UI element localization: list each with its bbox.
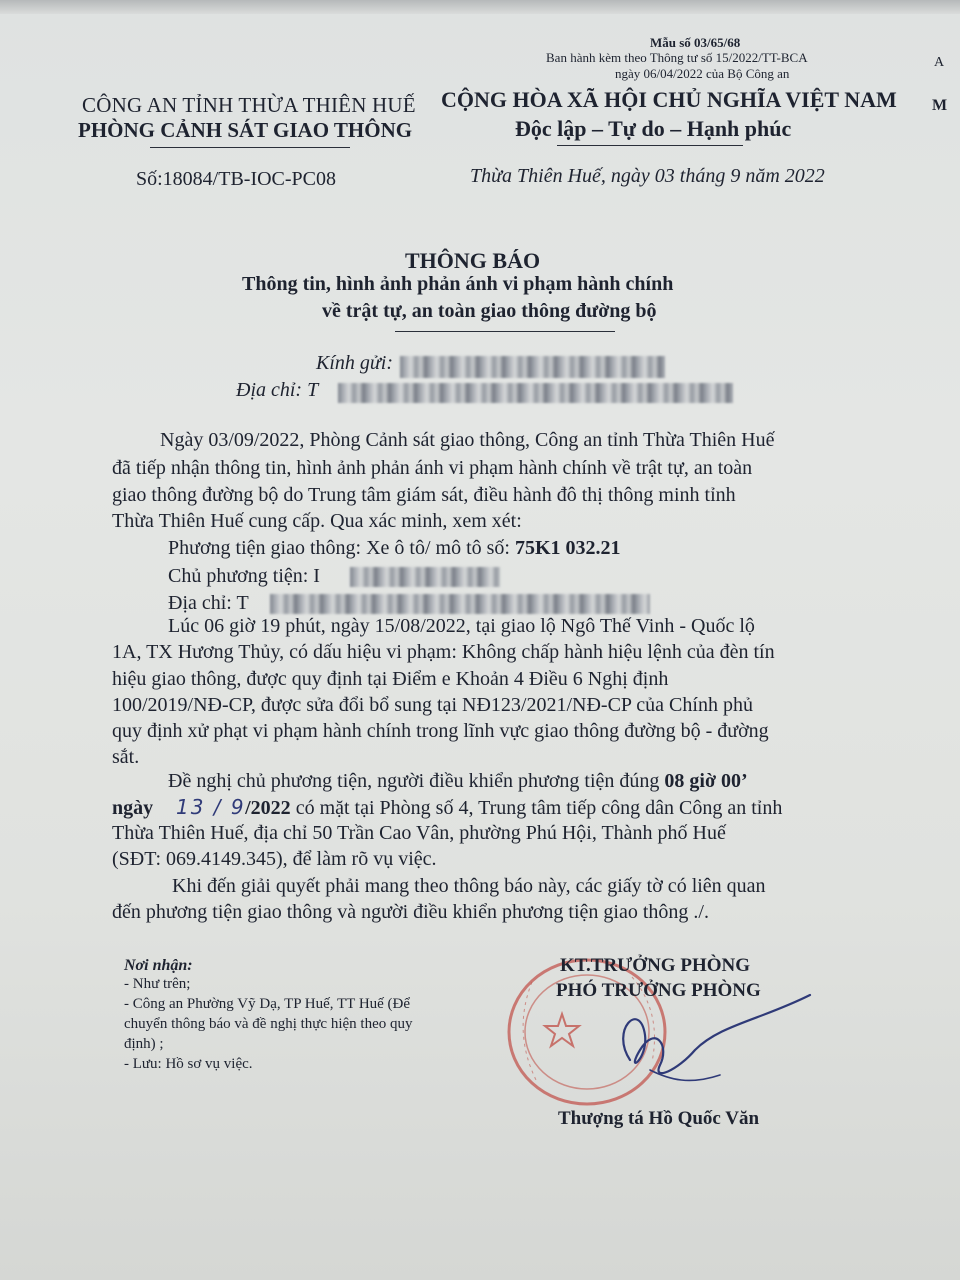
subtitle-underline (395, 331, 615, 332)
violation-line-1: Lúc 06 giờ 19 phút, ngày 15/08/2022, tại giao lộ Ngô Thế Vinh - Quốc lộ (168, 615, 755, 637)
request-line-4: (SĐT: 069.4149.345), để làm rõ vụ việc. (112, 848, 437, 870)
vehicle-line (168, 537, 621, 560)
handwritten-signature (600, 990, 820, 1100)
appointment-year: /2022 (245, 797, 291, 819)
nation-heading: CỘNG HÒA XÃ HỘI CHỦ NGHĨA VIỆT NAM (441, 87, 897, 112)
edge-fragment-a: A (934, 55, 945, 70)
form-note-circular: Ban hành kèm theo Thông tư số 15/2022/TT-BCA (546, 50, 808, 65)
violation-line-3: hiệu giao thông, được quy định tại Điểm e Khoản 4 Điều 6 Nghị định (112, 668, 669, 690)
signer-role-2: PHÓ TRƯỞNG PHÒNG (556, 980, 761, 1001)
request-line-1 (168, 770, 748, 793)
motto-underline (557, 145, 743, 146)
paragraph-1-line-2: đã tiếp nhận thông tin, hình ảnh phản ánh vi phạm hành chính về trật tự, an toàn (112, 457, 753, 479)
document-title: THÔNG BÁO (405, 248, 541, 273)
form-note-date: ngày 06/04/2022 của Bộ Công an (615, 66, 790, 81)
instruction-line-2: đến phương tiện giao thông và người điều khiển phương tiện giao thông ./. (112, 901, 709, 923)
signer-name: Thượng tá Hồ Quốc Văn (558, 1108, 760, 1129)
redacted-recipient-name (400, 356, 665, 378)
receiver-item: - Như trên; (124, 976, 191, 992)
instruction-line-1: Khi đến giải quyết phải mang theo thông báo này, các giấy tờ có liên quan (172, 875, 766, 897)
receiver-item: chuyển thông báo và đề nghị thực hiện theo quy (124, 1016, 413, 1032)
agency-name: PHÒNG CẢNH SÁT GIAO THÔNG (78, 118, 413, 142)
paragraph-1-line-4: Thừa Thiên Huế cung cấp. Qua xác minh, xem xét: (112, 510, 522, 532)
agency-parent: CÔNG AN TỈNH THỪA THIÊN HUẾ (82, 93, 416, 117)
date-label: ngày (112, 797, 154, 819)
vehicle-label: Phương tiện giao thông: Xe ô tô/ mô tô số: (168, 537, 515, 559)
signer-role-1: KT.TRƯỞNG PHÒNG (560, 955, 750, 976)
vehicle-plate: 75K1 032.21 (514, 537, 621, 559)
violation-line-5: quy định xử phạt vi phạm hành chính trong lĩnh vực giao thông đường bộ - đường (112, 720, 769, 742)
recipient-label: Kính gửi: (316, 352, 394, 374)
receiver-item: định) ; (124, 1036, 164, 1052)
paragraph-1-line-3: giao thông đường bộ do Trung tâm giám sát, điều hành đô thị thông minh tỉnh (112, 484, 736, 506)
recipient-address-label: Địa chỉ: T (236, 379, 319, 401)
appointment-time: 08 giờ 00’ (664, 770, 748, 792)
receiver-item: - Lưu: Hồ sơ vụ việc. (124, 1056, 253, 1072)
agency-underline (150, 147, 350, 148)
place-date: Thừa Thiên Huế, ngày 03 tháng 9 năm 2022 (470, 165, 825, 187)
request-text: Đề nghị chủ phương tiện, người điều khiển phương tiện đúng (168, 770, 665, 792)
redacted-owner-name (350, 567, 500, 587)
receivers-title: Nơi nhận: (124, 957, 193, 974)
violation-line-6: sắt. (112, 746, 140, 768)
receiver-item: - Công an Phường Vỹ Dạ, TP Huế, TT Huế (Để (124, 996, 411, 1012)
edge-fragment-m: M (932, 97, 948, 114)
request-location: có mặt tại Phòng số 4, Trung tâm tiếp công dân Công an tỉnh (290, 797, 783, 819)
top-fold-shadow (0, 0, 960, 14)
request-line-3: Thừa Thiên Huế, địa chỉ 50 Trần Cao Vân, phường Phú Hội, Thành phố Huế (112, 822, 726, 844)
owner-label: Chủ phương tiện: I (168, 565, 320, 587)
document-number: Số:18084/TB-IOC-PC08 (136, 168, 337, 190)
document-subtitle-1: Thông tin, hình ảnh phản ánh vi phạm hành chính (242, 273, 674, 295)
form-number: Mẫu số 03/65/68 (650, 35, 741, 50)
document-subtitle-2: về trật tự, an toàn giao thông đường bộ (322, 300, 657, 322)
motto: Độc lập – Tự do – Hạnh phúc (515, 116, 792, 141)
handwritten-date: 13 / 9 (176, 795, 246, 819)
violation-line-2: 1A, TX Hương Thủy, có dấu hiệu vi phạm: Không chấp hành hiệu lệnh của đèn tín (112, 641, 775, 663)
violation-line-4: 100/2019/NĐ-CP, được sửa đổi bổ sung tại NĐ123/2021/NĐ-CP của Chính phủ (112, 694, 753, 716)
redacted-recipient-address (338, 383, 733, 403)
paragraph-1-line-1: Ngày 03/09/2022, Phòng Cảnh sát giao thông, Công an tỉnh Thừa Thiên Huế (160, 429, 775, 451)
owner-address-label: Địa chỉ: T (168, 592, 249, 614)
redacted-owner-address (270, 594, 650, 614)
